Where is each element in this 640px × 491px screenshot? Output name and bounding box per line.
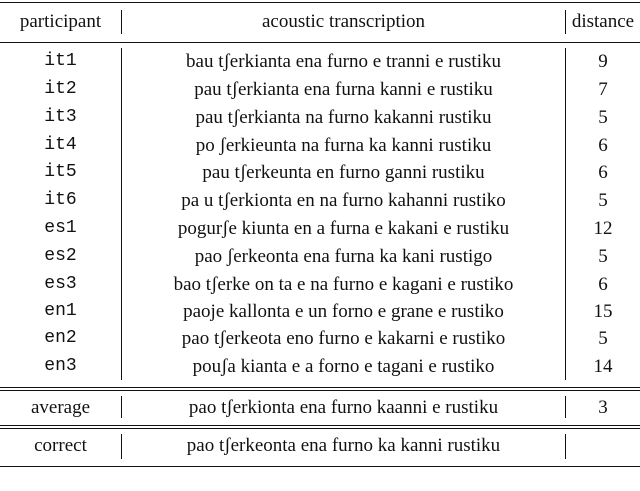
participant-cell: it1 bbox=[44, 51, 77, 71]
table-bottom-rule bbox=[0, 466, 640, 467]
transcription-cell: pouʃa kianta e a forno e tagani e rustiko bbox=[192, 356, 495, 377]
distance-cell: 5 bbox=[598, 246, 608, 267]
transcription-cell: bau tʃerkianta ena furno e tranni e rustiku bbox=[186, 51, 501, 72]
header-rule bbox=[0, 42, 640, 43]
correct-label: correct bbox=[34, 435, 87, 456]
participant-cell: es1 bbox=[44, 218, 77, 238]
header-acoustic-transcription: acoustic transcription bbox=[261, 11, 426, 32]
distance-cell: 14 bbox=[593, 356, 613, 377]
table-top-rule bbox=[0, 2, 640, 3]
correct-transcription: pao tʃerkeonta ena furno ka kanni rustiku bbox=[186, 435, 501, 456]
transcription-cell: pao tʃerkeota eno furno e kakarni e rustiko bbox=[181, 328, 506, 349]
participant-cell: en1 bbox=[44, 301, 77, 321]
participant-cell: it3 bbox=[44, 107, 77, 127]
transcription-cell: paoje kallonta e un forno e grane e rustiko bbox=[183, 301, 504, 322]
participant-cell: it6 bbox=[44, 190, 77, 210]
header-distance: distance bbox=[571, 11, 635, 32]
transcription-cell: pau tʃerkeunta en furno ganni rustiku bbox=[202, 162, 485, 183]
distance-cell: 7 bbox=[598, 79, 608, 100]
distance-cell: 5 bbox=[598, 328, 608, 349]
transcription-cell: pau tʃerkianta na furno kakanni rustiku bbox=[195, 107, 492, 128]
header-participant: participant bbox=[19, 11, 102, 32]
participant-cell: it5 bbox=[44, 162, 77, 182]
participant-cell: it4 bbox=[44, 135, 77, 155]
average-label: average bbox=[30, 397, 91, 418]
participant-cell: es2 bbox=[44, 246, 77, 266]
distance-cell: 15 bbox=[593, 301, 613, 322]
distance-cell: 5 bbox=[598, 107, 608, 128]
average-distance: 3 bbox=[598, 397, 608, 418]
average-transcription: pao tʃerkionta ena furno kaanni e rustiku bbox=[188, 397, 499, 418]
transcription-cell: po ʃerkieunta na furna ka kanni rustiku bbox=[195, 135, 492, 156]
distance-cell: 12 bbox=[593, 218, 613, 239]
participant-cell: en2 bbox=[44, 328, 77, 348]
transcription-cell: pau tʃerkianta ena furna kanni e rustiku bbox=[194, 79, 493, 100]
distance-cell: 6 bbox=[598, 274, 608, 295]
body-rule-2 bbox=[0, 390, 640, 391]
transcription-cell: bao tʃerke on ta e na furno e kagani e rustiko bbox=[173, 274, 514, 295]
participant-cell: es3 bbox=[44, 274, 77, 294]
correct-distance bbox=[566, 432, 640, 459]
distance-cell: 5 bbox=[598, 190, 608, 211]
transcription-cell: pa u tʃerkionta en na furno kahanni rustiko bbox=[181, 190, 506, 211]
participant-cell: it2 bbox=[44, 79, 77, 99]
transcription-cell: pao ʃerkeonta ena furna ka kani rustigo bbox=[194, 246, 493, 267]
body-rule-1 bbox=[0, 387, 640, 388]
average-rule-2 bbox=[0, 428, 640, 429]
average-rule-1 bbox=[0, 425, 640, 426]
distance-cell: 9 bbox=[598, 51, 608, 72]
participant-cell: en3 bbox=[44, 356, 77, 376]
distance-cell: 6 bbox=[598, 135, 608, 156]
distance-cell: 6 bbox=[598, 162, 608, 183]
transcription-cell: pogurʃe kiunta en a furna e kakani e rustiku bbox=[177, 218, 510, 239]
